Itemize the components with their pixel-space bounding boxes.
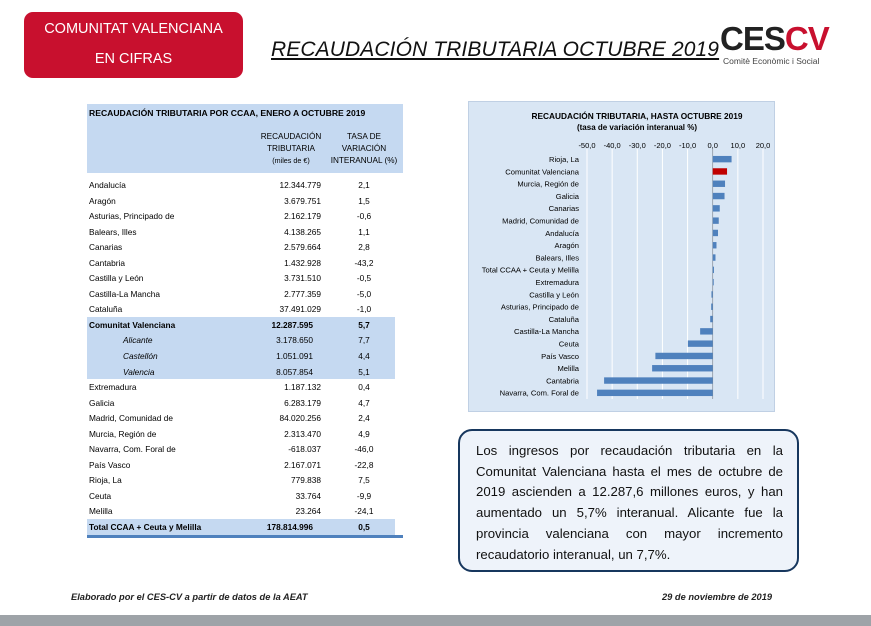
table-cell-rec: 8.057.854 (276, 366, 313, 377)
category-label: País Vasco (541, 351, 579, 361)
table-row (87, 488, 403, 504)
logo-cv-text: CV (784, 20, 829, 57)
table-cell-tasa: 4,4 (358, 351, 370, 362)
table-cell-name: Castilla y León (89, 273, 144, 284)
chart-title: RECAUDACIÓN TRIBUTARIA, HASTA OCTUBRE 2019 (531, 111, 743, 121)
ces-cv-logo (720, 22, 832, 70)
table-cell-name: Rioja, La (89, 475, 122, 486)
col2-line1: TASA DE (347, 132, 381, 141)
table-row (87, 208, 403, 224)
table-cell-name: Castellón (123, 351, 158, 362)
table-cell-name: Total CCAA + Ceuta y Melilla (89, 522, 202, 533)
table-cell-name: Asturias, Principado de (89, 211, 175, 222)
table-cell-name: Alicante (123, 335, 153, 346)
table-cell-tasa: 5,7 (358, 319, 370, 330)
bar-chart (468, 101, 775, 412)
table-row (87, 410, 403, 426)
col1-line1: RECAUDACIÓN (260, 132, 322, 141)
category-label: Rioja, La (549, 154, 579, 164)
category-label: Ceuta (558, 339, 579, 349)
table-cell-tasa: 2,1 (358, 180, 370, 190)
bar (713, 217, 719, 223)
table-cell-tasa: -0,6 (356, 211, 372, 222)
bar (655, 353, 712, 359)
bottom-bar (0, 615, 871, 626)
table-cell-name: Murcia, Región de (89, 428, 157, 439)
table-row (87, 286, 403, 302)
x-tick-label: -30,0 (628, 141, 646, 150)
category-label: Total CCAA + Ceuta y Melilla (481, 265, 579, 275)
category-label: Melilla (557, 364, 579, 374)
table-cell-tasa: 1,1 (358, 226, 370, 237)
table-cell-rec: 779.838 (291, 475, 321, 486)
table-cell-name: Cantabria (89, 257, 125, 268)
badge-line-2: EN CIFRAS (94, 51, 173, 67)
table-cell-name: Aragón (89, 195, 116, 206)
table-cell-tasa: -43,2 (354, 257, 374, 268)
x-tick-label: 20,0 (755, 141, 771, 150)
table-cell-tasa: 4,9 (358, 428, 370, 439)
table-cell-rec: 3.679.751 (284, 195, 321, 206)
bar (652, 365, 713, 371)
table-row (87, 193, 403, 209)
summary-text: Los ingresos por recaudación tributaria en la Comunitat Valenciana hasta el mes de octubre de 2019 ascienden a 12.287,6 millones euros, y han aumentado un 5,7% interanual. Alicante fue la provincia valenciana con mayor incremento recaudatorio interanual, un 7,7%. (476, 443, 783, 562)
table-cell-tasa: 5,1 (358, 366, 370, 377)
table-row (87, 364, 395, 380)
table-row (87, 503, 403, 519)
table-cell-tasa: 4,7 (358, 397, 370, 408)
table-cell-rec: 3.731.510 (284, 273, 321, 284)
x-tick-label: 0,0 (707, 141, 718, 150)
table-cell-name: Madrid, Comunidad de (89, 413, 173, 424)
table-row (87, 332, 395, 348)
table-cell-rec: 2.162.179 (284, 211, 321, 222)
bar (713, 230, 718, 236)
logo-subtitle: Comitè Econòmic i Social (723, 56, 820, 66)
bar (711, 291, 712, 297)
x-tick-label: -10,0 (679, 141, 697, 150)
col1-line2: TRIBUTARIA (266, 144, 316, 153)
table-row (87, 379, 403, 395)
table-row (87, 239, 403, 255)
bar (688, 340, 713, 346)
table-cell-tasa: -1,0 (356, 304, 372, 315)
col1-line3: (miles de €) (272, 156, 310, 165)
category-label: Murcia, Región de (517, 179, 579, 189)
table-cell-rec: 33.764 (295, 490, 321, 501)
table-cell-rec: 12.344.779 (279, 180, 321, 190)
category-label: Canarias (548, 204, 579, 214)
table-row (87, 395, 403, 411)
table-cell-name: País Vasco (89, 459, 131, 470)
bar (713, 156, 732, 162)
table-cell-tasa: 7,7 (358, 335, 370, 346)
bar (713, 205, 720, 211)
table-cell-name: Navarra, Com. Foral de (89, 444, 176, 455)
column-header-recaudacion (249, 131, 333, 167)
bar (713, 193, 725, 199)
table-cell-tasa: 1,5 (358, 195, 370, 206)
table-cell-tasa: -24,1 (354, 506, 374, 517)
bar (713, 181, 725, 187)
table-cell-rec: 2.579.664 (284, 242, 321, 253)
table-row (87, 457, 403, 473)
table-cell-tasa: 2,4 (358, 413, 370, 424)
table-row (87, 441, 403, 457)
table-cell-name: Canarias (89, 242, 123, 253)
table-cell-tasa: -46,0 (354, 444, 374, 455)
table-cell-rec: 2.777.359 (284, 288, 321, 299)
table-cell-name: Comunitat Valenciana (89, 319, 176, 330)
table-cell-name: Melilla (89, 506, 113, 517)
table-cell-rec: 12.287.595 (271, 319, 313, 330)
table-cell-rec: 1.051.091 (276, 351, 313, 362)
bar (604, 377, 713, 383)
category-label: Extremadura (535, 277, 579, 287)
bar (710, 316, 713, 322)
category-label: Madrid, Comunidad de (502, 216, 579, 226)
category-label: Balears, Illes (535, 253, 579, 263)
x-tick-label: -50,0 (578, 141, 596, 150)
category-label: Asturias, Principado de (500, 302, 579, 312)
table-cell-name: Galicia (89, 397, 115, 408)
table-row (87, 270, 403, 286)
badge-line-1: COMUNITAT VALENCIANA (44, 21, 223, 37)
category-label: Cataluña (548, 314, 579, 324)
table-row (87, 348, 395, 364)
table-cell-tasa: -9,9 (356, 490, 372, 501)
table-cell-rec: 23.264 (295, 506, 321, 517)
page-title: RECAUDACIÓN TRIBUTARIA OCTUBRE 2019 (271, 38, 720, 61)
table-row (87, 472, 403, 488)
region-badge (24, 12, 243, 78)
publication-date: 29 de noviembre de 2019 (662, 592, 773, 602)
table-cell-rec: 1.187.132 (284, 382, 321, 393)
col2-line2: VARIACIÓN (341, 144, 387, 153)
table-row (87, 426, 403, 442)
table-header (87, 104, 403, 173)
bar (711, 304, 713, 310)
table-cell-tasa: 0,5 (358, 522, 370, 533)
source-note: Elaborado por el CES-CV a partir de datos de la AEAT (71, 592, 308, 602)
category-label: Comunitat Valenciana (505, 167, 579, 177)
table-cell-rec: -618.037 (288, 444, 321, 455)
x-tick-label: -20,0 (653, 141, 671, 150)
bar (713, 254, 716, 260)
table-cell-name: Balears, Illes (89, 226, 137, 237)
table-cell-rec: 84.020.256 (279, 413, 321, 424)
bar (713, 168, 727, 174)
table-row (87, 177, 403, 193)
table-title: RECAUDACIÓN TRIBUTARIA POR CCAA, ENERO A OCTUBRE 2019 (89, 108, 366, 118)
table-cell-name: Andalucía (89, 180, 126, 190)
logo-ces-text: CES (720, 20, 785, 57)
table-cell-tasa: -22,8 (354, 459, 374, 470)
table-row (87, 255, 403, 271)
table-cell-tasa: 0,4 (358, 382, 370, 393)
table-cell-name: Cataluña (89, 304, 123, 315)
table-cell-rec: 178.814.996 (266, 522, 313, 533)
col2-line3: INTERANUAL (%) (330, 156, 398, 165)
table-row (87, 301, 403, 317)
table-bottom-rule (87, 535, 403, 538)
chart-subtitle: (tasa de variación interanual %) (576, 123, 698, 132)
summary-box (458, 429, 799, 572)
category-label: Aragón (554, 241, 579, 251)
category-label: Andalucía (545, 228, 579, 238)
table-cell-rec: 4.138.265 (284, 226, 321, 237)
revenue-table (87, 104, 403, 538)
category-label: Navarra, Com. Foral de (499, 388, 579, 398)
table-cell-rec: 3.178.650 (276, 335, 313, 346)
table-cell-tasa: -0,5 (356, 273, 372, 284)
table-row (87, 519, 395, 535)
table-cell-name: Castilla-La Mancha (89, 288, 161, 299)
bar (597, 390, 713, 396)
table-row (87, 317, 395, 333)
bar (713, 267, 714, 273)
table-cell-tasa: 2,8 (358, 242, 370, 253)
table-cell-rec: 6.283.179 (284, 397, 321, 408)
bar-chart-svg (469, 102, 776, 413)
x-tick-label: -40,0 (603, 141, 621, 150)
category-label: Castilla-La Mancha (514, 327, 579, 337)
bar (713, 279, 714, 285)
column-header-tasa (327, 131, 401, 167)
table-cell-tasa: -5,0 (356, 288, 372, 299)
category-label: Cantabria (546, 376, 579, 386)
bar (713, 242, 717, 248)
table-cell-rec: 37.491.029 (279, 304, 321, 315)
table-cell-name: Valencia (123, 366, 155, 377)
table-body (87, 177, 403, 535)
table-cell-name: Extremadura (89, 382, 137, 393)
table-cell-rec: 2.313.470 (284, 428, 321, 439)
x-tick-label: 10,0 (730, 141, 746, 150)
table-row (87, 224, 403, 240)
table-cell-tasa: 7,5 (358, 475, 370, 486)
table-cell-rec: 2.167.071 (284, 459, 321, 470)
table-cell-name: Ceuta (89, 490, 112, 501)
table-cell-rec: 1.432.928 (284, 257, 321, 268)
bar (700, 328, 713, 334)
category-label: Castilla y León (529, 290, 579, 300)
category-label: Galicia (555, 191, 579, 201)
